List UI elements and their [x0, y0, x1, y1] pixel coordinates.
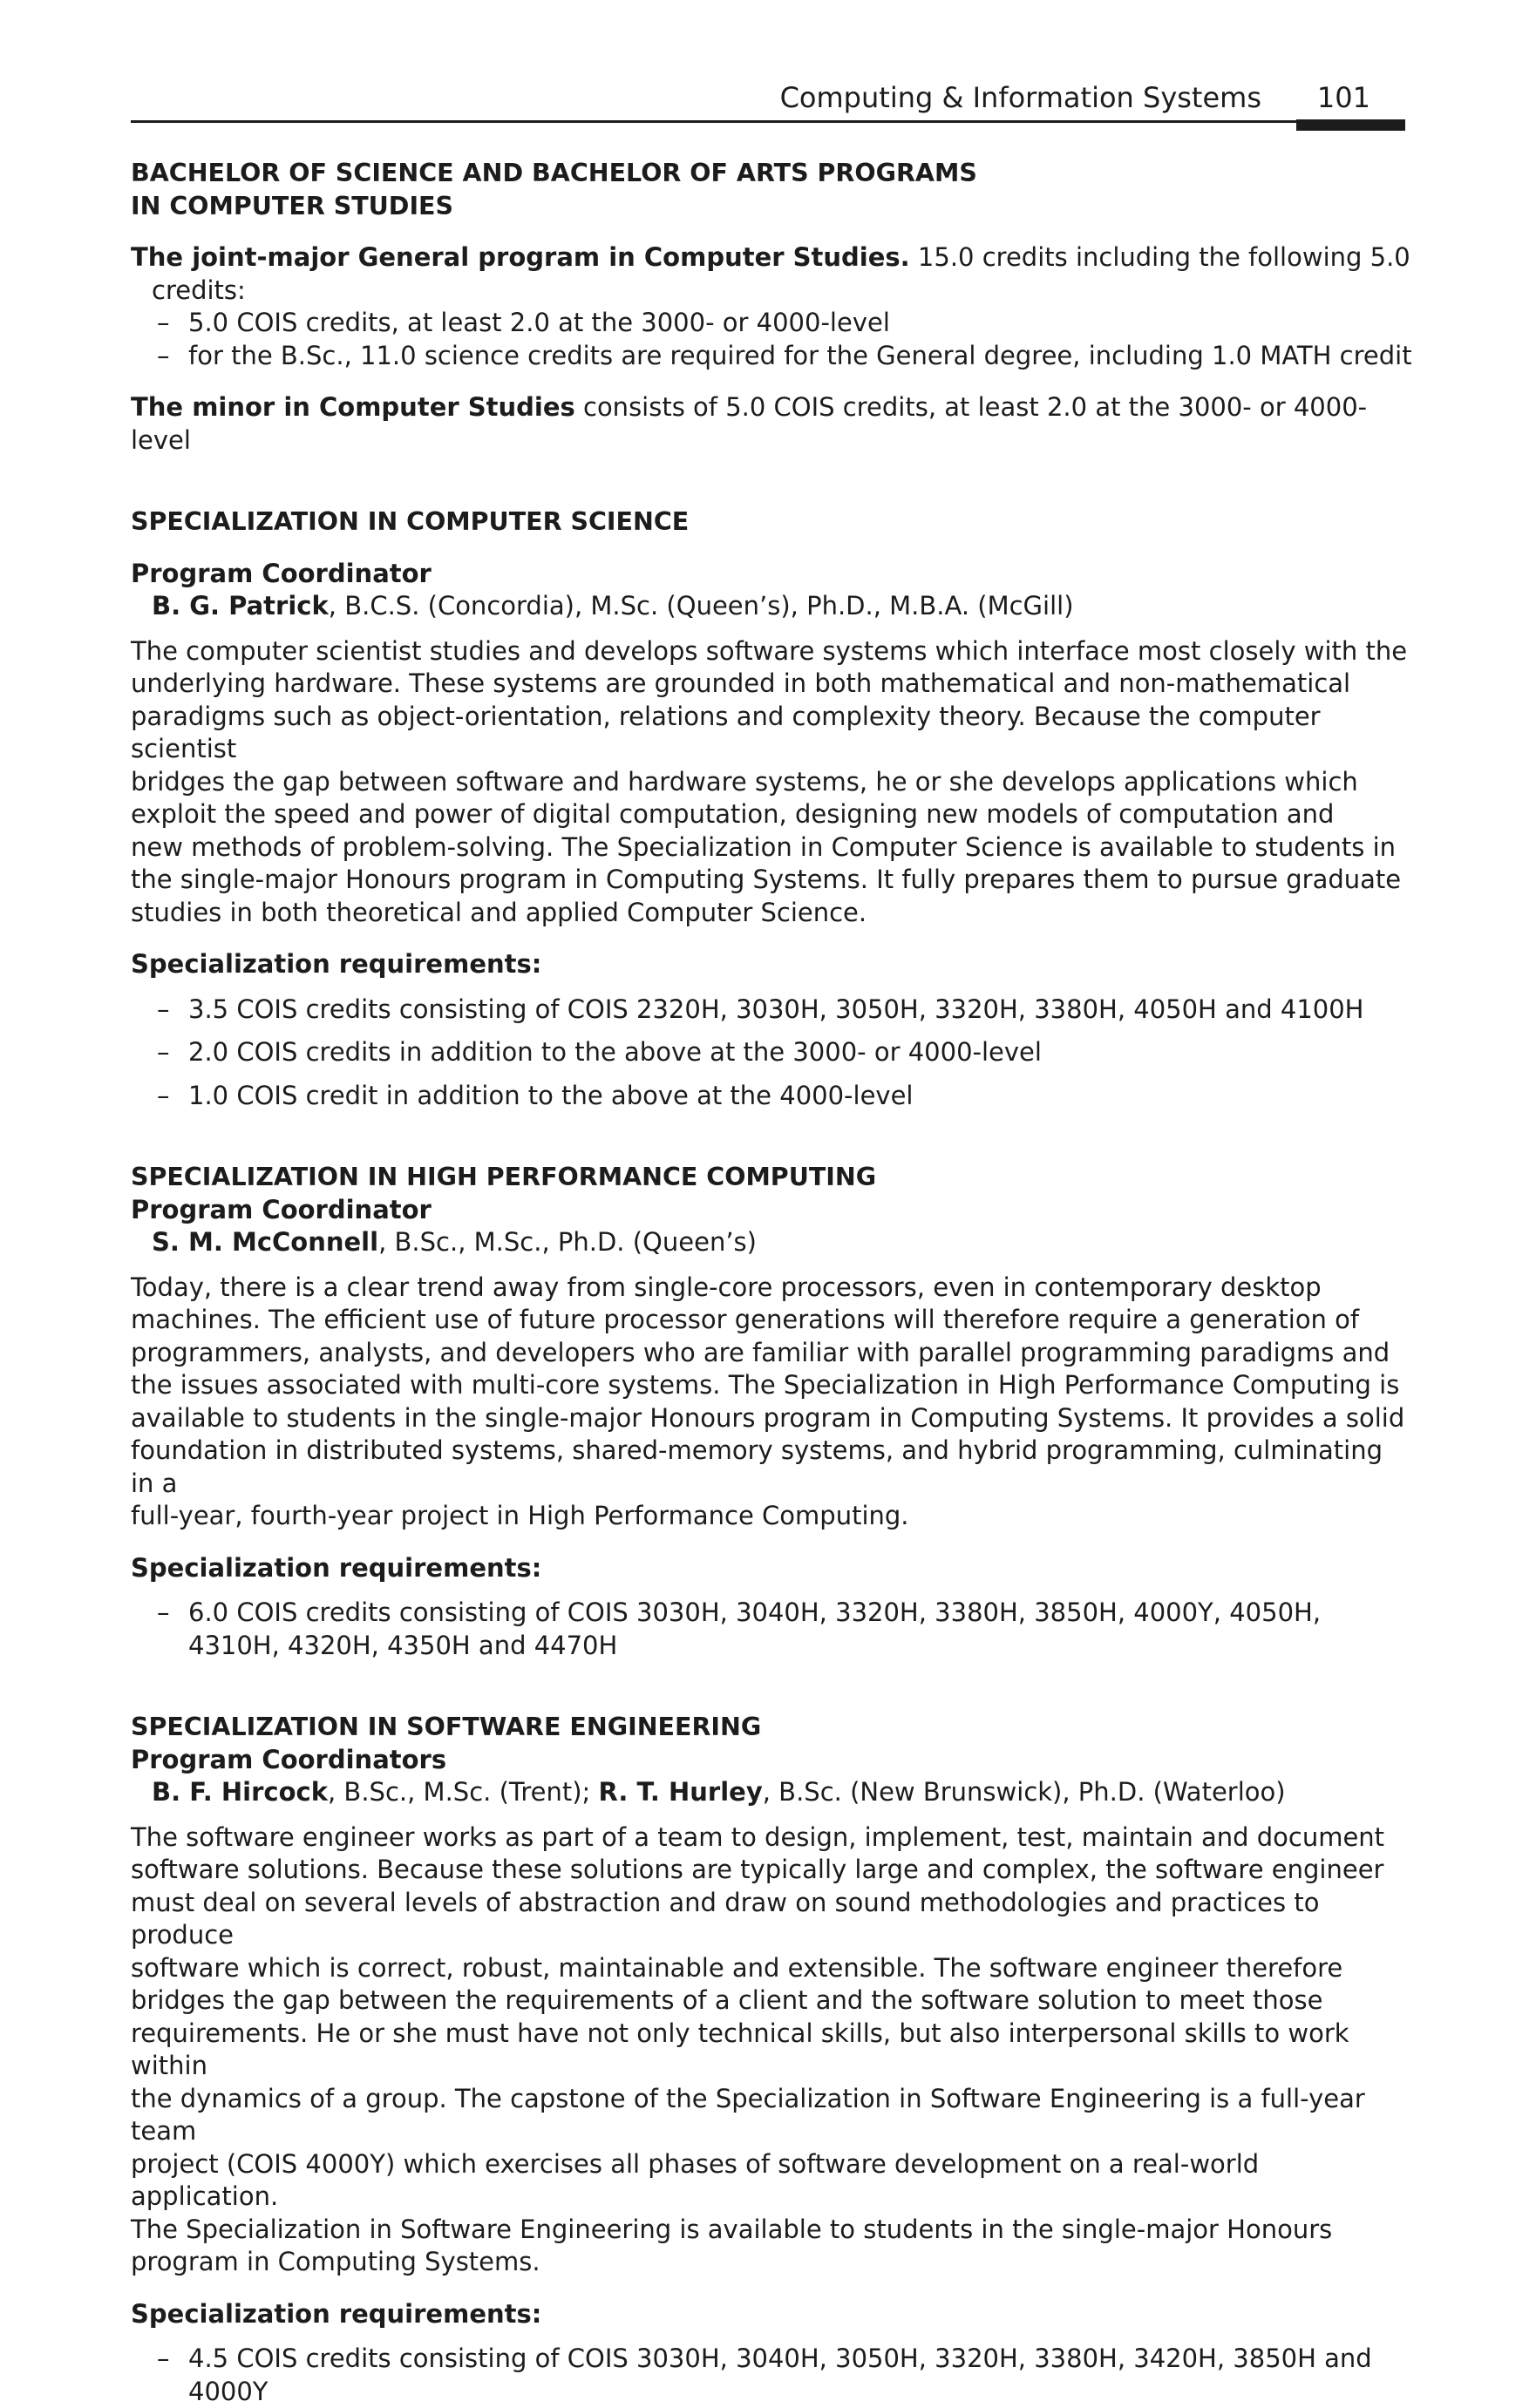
- list-item: [131, 2343, 1412, 2408]
- list-item: [131, 307, 1412, 340]
- body-line: project (COIS 4000Y) which exercises all phases of software development on a real-world application.: [131, 2148, 1412, 2214]
- heading-line: IN COMPUTER STUDIES: [131, 190, 1412, 223]
- list-item-text: 2.0 COIS credits in addition to the above at the 3000- or 4000-level: [188, 1037, 1042, 1067]
- coordinator-line: [131, 590, 1412, 623]
- dash-bullet: –: [157, 340, 170, 373]
- body-line: exploit the speed and power of digital computation, designing new models of computation and: [131, 798, 1412, 831]
- list-item: [131, 1080, 1412, 1113]
- body-line: The software engineer works as part of a team to design, implement, test, maintain and document: [131, 1821, 1412, 1855]
- running-header: [131, 80, 1405, 123]
- page-content: [131, 157, 1412, 2408]
- dash-bullet: –: [157, 307, 170, 340]
- body-line: full-year, fourth-year project in High Performance Computing.: [131, 1500, 1412, 1533]
- body-line: the single-major Honours program in Computing Systems. It fully prepares them to pursue graduate: [131, 864, 1412, 897]
- requirements-label: Specialization requirements:: [131, 2298, 1412, 2331]
- coordinator-line: [131, 1226, 1412, 1259]
- body-line: The Specialization in Software Engineering is available to students in the single-major Honours: [131, 2214, 1412, 2247]
- heading-line: BACHELOR OF SCIENCE AND BACHELOR OF ARTS PROGRAMS: [131, 157, 1412, 190]
- coordinator-line: [131, 1776, 1412, 1809]
- dash-bullet: –: [157, 1080, 170, 1113]
- dash-bullet: –: [157, 1036, 170, 1069]
- dash-bullet: –: [157, 1597, 170, 1630]
- section-body: [131, 1821, 1412, 2279]
- joint-major-lead: The joint-major General program in Computer Studies.: [131, 242, 910, 272]
- list-item-text: 1.0 COIS credit in addition to the above at the 4000-level: [188, 1081, 913, 1110]
- requirements-label: Specialization requirements:: [131, 1552, 1412, 1585]
- coordinator-name: B. G. Patrick: [152, 591, 329, 621]
- requirements-list: [131, 2343, 1412, 2408]
- body-line: paradigms such as object-orientation, relations and complexity theory. Because the computer scientist: [131, 701, 1412, 766]
- section-body: [131, 635, 1412, 930]
- list-item-line: 4.5 COIS credits consisting of COIS 3030H, 3040H, 3050H, 3320H, 3380H, 3420H, 3850H and: [188, 2343, 1412, 2376]
- list-item-text: 3.5 COIS credits consisting of COIS 2320H, 3030H, 3050H, 3320H, 3380H, 4050H and 4100H: [188, 994, 1363, 1024]
- dash-bullet: –: [157, 2343, 170, 2376]
- list-item: [131, 1597, 1412, 1662]
- coordinator-credentials: , B.C.S. (Concordia), M.Sc. (Queen’s), Ph.D., M.B.A. (McGill): [329, 591, 1074, 621]
- coordinator-name: B. F. Hircock: [152, 1777, 328, 1807]
- body-line: software solutions. Because these solutions are typically large and complex, the software engineer: [131, 1854, 1412, 1887]
- body-line: available to students in the single-major Honours program in Computing Systems. It provides a solid: [131, 1402, 1412, 1435]
- body-line: programmers, analysts, and developers who are familiar with parallel programming paradigms and: [131, 1337, 1412, 1370]
- page-number: 101: [1317, 80, 1370, 115]
- body-line: machines. The efficient use of future processor generations will therefore require a generation of: [131, 1304, 1412, 1337]
- joint-major-paragraph: [131, 241, 1412, 307]
- section-heading-computer-science: SPECIALIZATION IN COMPUTER SCIENCE: [131, 505, 1412, 539]
- requirements-label: Specialization requirements:: [131, 948, 1412, 981]
- coordinator-credentials: , B.Sc., M.Sc. (Trent);: [328, 1777, 599, 1807]
- header-tab-bar: [1296, 119, 1405, 131]
- body-line: studies in both theoretical and applied Computer Science.: [131, 897, 1412, 930]
- minor-paragraph: [131, 391, 1412, 457]
- coordinator-name: R. T. Hurley: [599, 1777, 763, 1807]
- body-line: new methods of problem-solving. The Specialization in Computer Science is available to students in: [131, 831, 1412, 865]
- body-line: must deal on several levels of abstraction and draw on sound methodologies and practices to produce: [131, 1887, 1412, 1952]
- section-body: [131, 1272, 1412, 1533]
- list-item-line: 6.0 COIS credits consisting of COIS 3030H, 3040H, 3320H, 3380H, 3850H, 4000Y, 4050H,: [188, 1597, 1412, 1630]
- section-heading-software-engineering: SPECIALIZATION IN SOFTWARE ENGINEERING: [131, 1711, 1412, 1744]
- dash-bullet: –: [157, 994, 170, 1027]
- coordinator-name: S. M. McConnell: [152, 1227, 378, 1257]
- coordinator-credentials: , B.Sc., M.Sc., Ph.D. (Queen’s): [378, 1227, 757, 1257]
- coordinator-label: Program Coordinator: [131, 1194, 1412, 1227]
- list-item-line: 4000Y: [188, 2376, 1412, 2408]
- body-line: bridges the gap between software and hardware systems, he or she develops applications which: [131, 766, 1412, 799]
- running-title: Computing & Information Systems: [780, 80, 1261, 115]
- body-line: The computer scientist studies and develops software systems which interface most closely with the: [131, 635, 1412, 668]
- coordinator-credentials: , B.Sc. (New Brunswick), Ph.D. (Waterloo): [763, 1777, 1286, 1807]
- section-heading-hpc: SPECIALIZATION IN HIGH PERFORMANCE COMPUTING: [131, 1161, 1412, 1194]
- list-item: [131, 994, 1412, 1027]
- list-item: [131, 340, 1412, 373]
- requirements-list: [131, 994, 1412, 1113]
- requirements-list: [131, 1597, 1412, 1662]
- body-line: underlying hardware. These systems are grounded in both mathematical and non-mathematical: [131, 668, 1412, 701]
- body-line: program in Computing Systems.: [131, 2246, 1412, 2279]
- coordinator-label: Program Coordinator: [131, 558, 1412, 591]
- body-line: requirements. He or she must have not only technical skills, but also interpersonal skills to work within: [131, 2018, 1412, 2083]
- body-line: the issues associated with multi-core systems. The Specialization in High Performance Computing is: [131, 1369, 1412, 1402]
- body-line: bridges the gap between the requirements of a client and the software solution to meet those: [131, 1984, 1412, 2018]
- joint-major-text: 15.0 credits including the following 5.0 credits:: [152, 242, 1410, 305]
- body-line: foundation in distributed systems, shared-memory systems, and hybrid programming, culminating in a: [131, 1435, 1412, 1500]
- list-item-line: 4310H, 4320H, 4350H and 4470H: [188, 1630, 1412, 1663]
- body-line: the dynamics of a group. The capstone of the Specialization in Software Engineering is a full-year team: [131, 2083, 1412, 2148]
- coordinator-label: Program Coordinators: [131, 1744, 1412, 1777]
- list-item: [131, 1036, 1412, 1069]
- body-line: Today, there is a clear trend away from single-core processors, even in contemporary desktop: [131, 1272, 1412, 1305]
- list-item-text: for the B.Sc., 11.0 science credits are required for the General degree, including 1.0 MATH credit: [188, 341, 1412, 370]
- section-heading-programs: [131, 157, 1412, 222]
- body-line: software which is correct, robust, maintainable and extensible. The software engineer therefore: [131, 1952, 1412, 1985]
- minor-lead: The minor in Computer Studies: [131, 392, 575, 422]
- list-item-text: 5.0 COIS credits, at least 2.0 at the 3000- or 4000-level: [188, 308, 890, 337]
- joint-major-list: [131, 307, 1412, 372]
- minor-text: consists of 5.0 COIS credits, at least 2.0 at the 3000- or 4000-level: [131, 392, 1367, 455]
